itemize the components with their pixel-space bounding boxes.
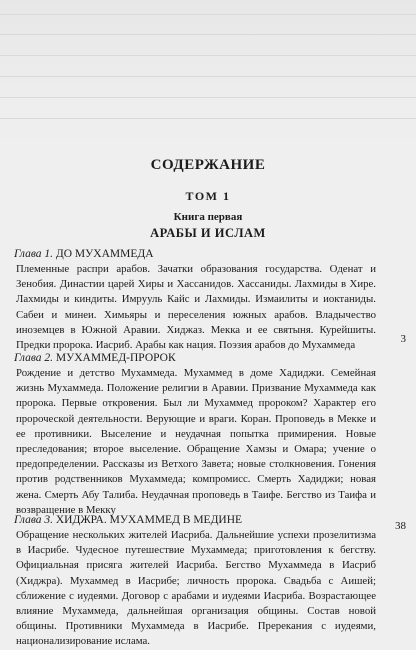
chapter-summary: Обращение нескольких жителей Иасриба. Дальнейшие успехи прозелитизма в Иасрибе. Чудесное путешествие Мухаммеда; приготовления к бегству. Официальная присяга жителей Иасриба. Бегство Мухаммеда в Иасриб (Хиджра). Мухаммед в Иасрибе; личность пророка. Свадьба с Аишей; сближение с иудеями. Договор с арабами и иудеями Иасриба. Возрастающее влияние Мухаммеда, дальнейшая организация общины. Состав новой общины. Противники Мухаммеда в Иасрибе. Пререкания с иудеями, национализирование ислама. xyxy=(16,529,376,648)
book-title: Книга первая xyxy=(173,211,243,223)
chapter-title: ХИДЖРА. МУХАММЕД В МЕДИНЕ xyxy=(55,514,243,526)
chapter-page-number: 3 xyxy=(400,333,406,345)
chapter-heading xyxy=(14,350,406,366)
chapter-title: ДО МУХАММЕДА xyxy=(55,248,154,260)
chapter-label: Глава 3. xyxy=(14,514,53,526)
toc-chapter-3[interactable] xyxy=(14,512,406,650)
part-title: АРАБЫ И ИСЛАМ xyxy=(150,226,266,240)
volume-title: ТОМ 1 xyxy=(185,189,231,203)
chapter-title: МУХАММЕД-ПРОРОК xyxy=(55,352,176,364)
chapter-summary: Рождение и детство Мухаммеда. Мухаммед в доме Хадиджи. Семейная жизнь Мухаммеда. Положение религии в Аравии. Призвание Мухаммеда как пророка. Первые откровения. Был ли Мухаммед пророком? Характер его пророческой деятельности. Верующие и враги. Коран. Проповедь в Мекке и ее противники. Выселение и неудачная попытка примирения. Новые преследования; второе выселение. Обращение Хамзы и Омара; учение о предопределении. Рассказы из Ветхого Завета; новые столкновения. Гонения против родственников Мухаммеда; компромисс. Смерть Хадиджи; новая жена. Смерть Абу Талиба. Неудачная проповедь в Таифе. Бегство из Таифа и возвращение в Мекку xyxy=(16,367,376,516)
chapter-heading xyxy=(14,512,406,528)
toc-heading: СОДЕРЖАНИЕ xyxy=(150,157,266,173)
chapter-summary: Племенные распри арабов. Зачатки образования государства. Оденат и Зенобия. Династии царей Хиры и Хассанидов. Хассаниды. Лахмиды в Хире. Лахмиды и киндиты. Имрууль Кайс и Лахмиды. Измаилиты и иоктаниды. Сабеи и минеи. Химьяры и переселения южных арабов. Владычество иноземцев в Южной Аравии. Хиджаз. Мекка и ее святыня. Курейшиты. Предки пророка. Иасриб. Арабы как нация. Поэзия арабов до Мухаммеда xyxy=(16,263,376,352)
chapter-heading xyxy=(14,246,406,262)
toc-chapter-1[interactable] xyxy=(14,246,406,353)
chapter-label: Глава 2. xyxy=(14,352,53,364)
chapter-label: Глава 1. xyxy=(14,248,53,260)
chapter-page-number: 38 xyxy=(395,520,406,532)
facing-page-bleed xyxy=(0,0,416,150)
